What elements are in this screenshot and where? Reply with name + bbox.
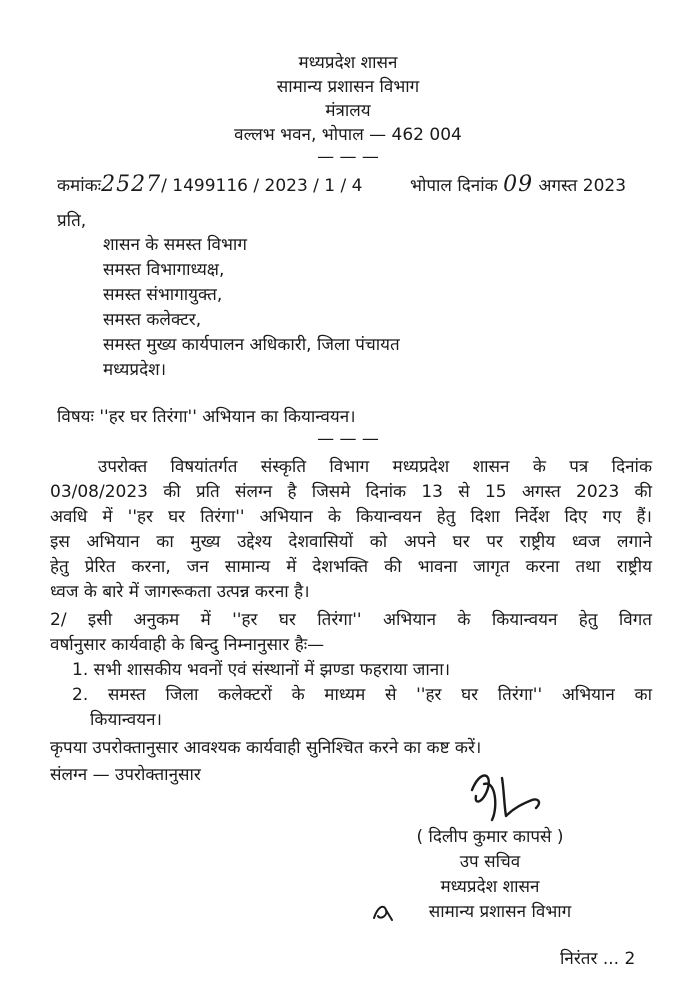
recipient-line: मध्यप्रदेश। [103, 360, 167, 380]
para1-line: हेतु प्रेरित करना, जन सामान्य में देशभक्ति की भावना जागृत करना तथा राष्ट्रीय [50, 557, 652, 577]
handwritten-day: 09 [503, 172, 534, 197]
date-line [410, 174, 626, 197]
date-month-year: अगस्त 2023 [538, 176, 627, 196]
recipients-prati: प्रति, [57, 211, 87, 231]
point-item: 2. समस्त जिला कलेक्टरों के माध्यम से ''हर घर तिरंगा'' अभियान का [72, 685, 652, 705]
point-item: 1. सभी शासकीय भवनों एवं संस्थानों में झण्डा फहराया जाना। [72, 660, 451, 680]
signatory-name: ( दिलीप कुमार कापसे ) [416, 827, 564, 847]
header-address: वल्लभ भवन, भोपाल — 462 004 [234, 125, 462, 145]
para1-line: ध्वज के बारे में जागरूकता उत्पन्न करना है। [50, 582, 310, 602]
date-label: भोपाल दिनांक [410, 176, 498, 196]
para2-line: वर्षानुसार कार्यवाही के बिन्दु निम्नानुसार हैः— [50, 635, 325, 655]
para2-line: 2/ इसी अनुकम में ''हर घर तिरंगा'' अभियान के कियान्वयन हेतु विगत [50, 610, 652, 630]
reference-line [57, 174, 362, 197]
continued-marker: निरंतर ... 2 [560, 949, 636, 969]
para1-line: इस अभियान का मुख्य उद्देश्य देशवासियों को अपने घर पर राष्ट्रीय ध्वज लगाने [50, 532, 652, 552]
header-govt: मध्यप्रदेश शासन [298, 53, 398, 73]
subject-divider: — — — [317, 429, 379, 449]
closing-request: कृपया उपरोक्तानुसार आवश्यक कार्यवाही सुनिश्चित करने का कष्ट करें। [50, 738, 482, 758]
reference-label: कमांकः [57, 176, 102, 196]
subject-line: विषयः ''हर घर तिरंगा'' अभियान का कियान्वयन। [57, 407, 356, 427]
recipient-line: समस्त संभागायुक्त, [103, 285, 223, 305]
header-divider: — — — [317, 147, 379, 167]
header-department: सामान्य प्रशासन विभाग [276, 77, 420, 97]
point-item-continued: कियान्वयन। [90, 710, 162, 730]
header-ministry: मंत्रालय [325, 101, 371, 121]
recipient-line: समस्त कलेक्टर, [103, 310, 202, 330]
handwritten-number: 2527 [101, 172, 162, 197]
signatory-govt: मध्यप्रदेश शासन [440, 877, 540, 897]
signature-scrawl [462, 760, 552, 830]
enclosure-line: संलग्न — उपरोक्तानुसार [50, 765, 201, 785]
signatory-designation: उप सचिव [459, 852, 521, 872]
recipient-line: समस्त विभागाध्यक्ष, [103, 260, 225, 280]
recipient-line: समस्त मुख्य कार्यपालन अधिकारी, जिला पंचायत [103, 335, 400, 355]
recipient-line: शासन के समस्त विभाग [103, 235, 247, 255]
para1-line: अवधि में ''हर घर तिरंगा'' अभियान के कियान्वयन हेतु दिशा निर्देश दिए गए हैं। [50, 507, 652, 527]
signatory-department: सामान्य प्रशासन विभाग [428, 902, 572, 922]
para1-line: 03/08/2023 की प्रति संलग्न है जिसमे दिनांक 13 से 15 अगस्त 2023 की [50, 482, 652, 502]
reference-number: / 1499116 / 2023 / 1 / 4 [161, 176, 363, 196]
para1-line: उपरोक्त विषयांतर्गत संस्कृति विभाग मध्यप्रदेश शासन के पत्र दिनांक [98, 457, 652, 477]
